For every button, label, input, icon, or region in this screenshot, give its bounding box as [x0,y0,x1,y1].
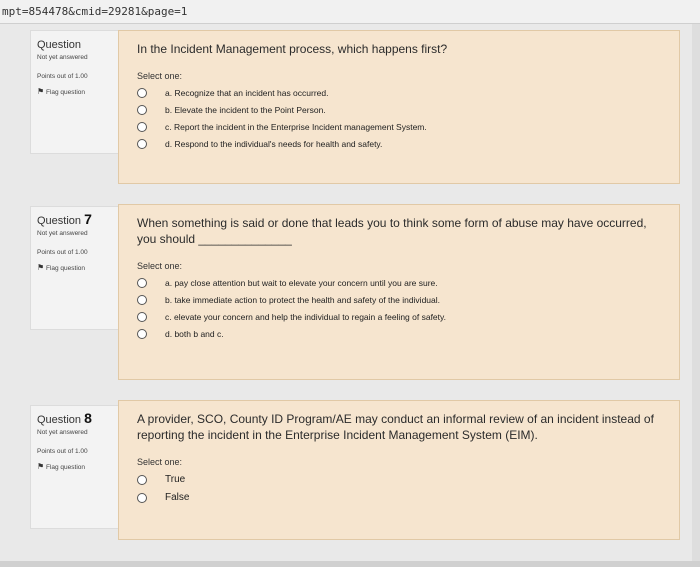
option-b[interactable]: b. Elevate the incident to the Point Person. [137,105,665,115]
question-state: Not yet answered [37,54,88,61]
radio-button[interactable] [137,278,147,288]
radio-button[interactable] [137,139,147,149]
option-d[interactable]: d. Respond to the individual's needs for health and safety. [137,139,665,149]
flag-question-link[interactable]: ⚑ Flag question [37,87,86,96]
option-b[interactable]: b. take immediate action to protect the health and safety of the individual. [137,295,665,305]
scrollbar[interactable] [692,24,700,567]
radio-button[interactable] [137,475,147,485]
question-points: Points out of 1.00 [37,448,88,455]
radio-button[interactable] [137,329,147,339]
question-content-7 [118,204,680,380]
flag-icon: ⚑ [37,462,45,471]
option-c[interactable]: c. elevate your concern and help the individual to regain a feeling of safety. [137,312,665,322]
question-info-1 [30,30,118,154]
question-title: Question 8 [37,410,92,426]
question-points: Points out of 1.00 [37,73,88,80]
option-a[interactable]: a. Recognize that an incident has occurred. [137,88,665,98]
url-bar[interactable]: mpt=854478&cmid=29281&page=1 [0,0,700,24]
bottom-divider [0,561,700,567]
option-c[interactable]: c. Report the incident in the Enterprise Incident management System. [137,122,665,132]
radio-button[interactable] [137,122,147,132]
question-content-1 [118,30,680,184]
radio-button[interactable] [137,88,147,98]
flag-question-link[interactable]: ⚑ Flag question [37,462,86,471]
question-points: Points out of 1.00 [37,249,88,256]
select-one-label: Select one: [137,457,183,467]
question-state: Not yet answered [37,230,88,237]
radio-button[interactable] [137,295,147,305]
select-one-label: Select one: [137,261,183,271]
flag-icon: ⚑ [37,263,45,272]
question-text: In the Incident Management process, which happens first? [137,42,448,56]
flag-icon: ⚑ [37,87,45,96]
question-text: When something is said or done that leads you to think some form of abuse may have occurred, you should ______________ [137,216,647,246]
select-one-label: Select one: [137,71,183,81]
question-title: Question 7 [37,211,92,227]
question-text: A provider, SCO, County ID Program/AE may conduct an informal review of an incident instead of reporting the incident in the Enterprise Incident Management System (EIM). [137,412,654,442]
question-title: Question [37,39,82,51]
option-true[interactable]: True [137,474,665,485]
option-d[interactable]: d. both b and c. [137,329,665,339]
radio-button[interactable] [137,493,147,503]
option-a[interactable]: a. pay close attention but wait to elevate your concern until you are sure. [137,278,665,288]
question-content-8 [118,400,680,540]
radio-button[interactable] [137,105,147,115]
radio-button[interactable] [137,312,147,322]
question-info-7 [30,206,118,330]
question-info-8 [30,405,118,529]
flag-question-link[interactable]: ⚑ Flag question [37,263,86,272]
question-state: Not yet answered [37,429,88,436]
option-false[interactable]: False [137,492,665,503]
